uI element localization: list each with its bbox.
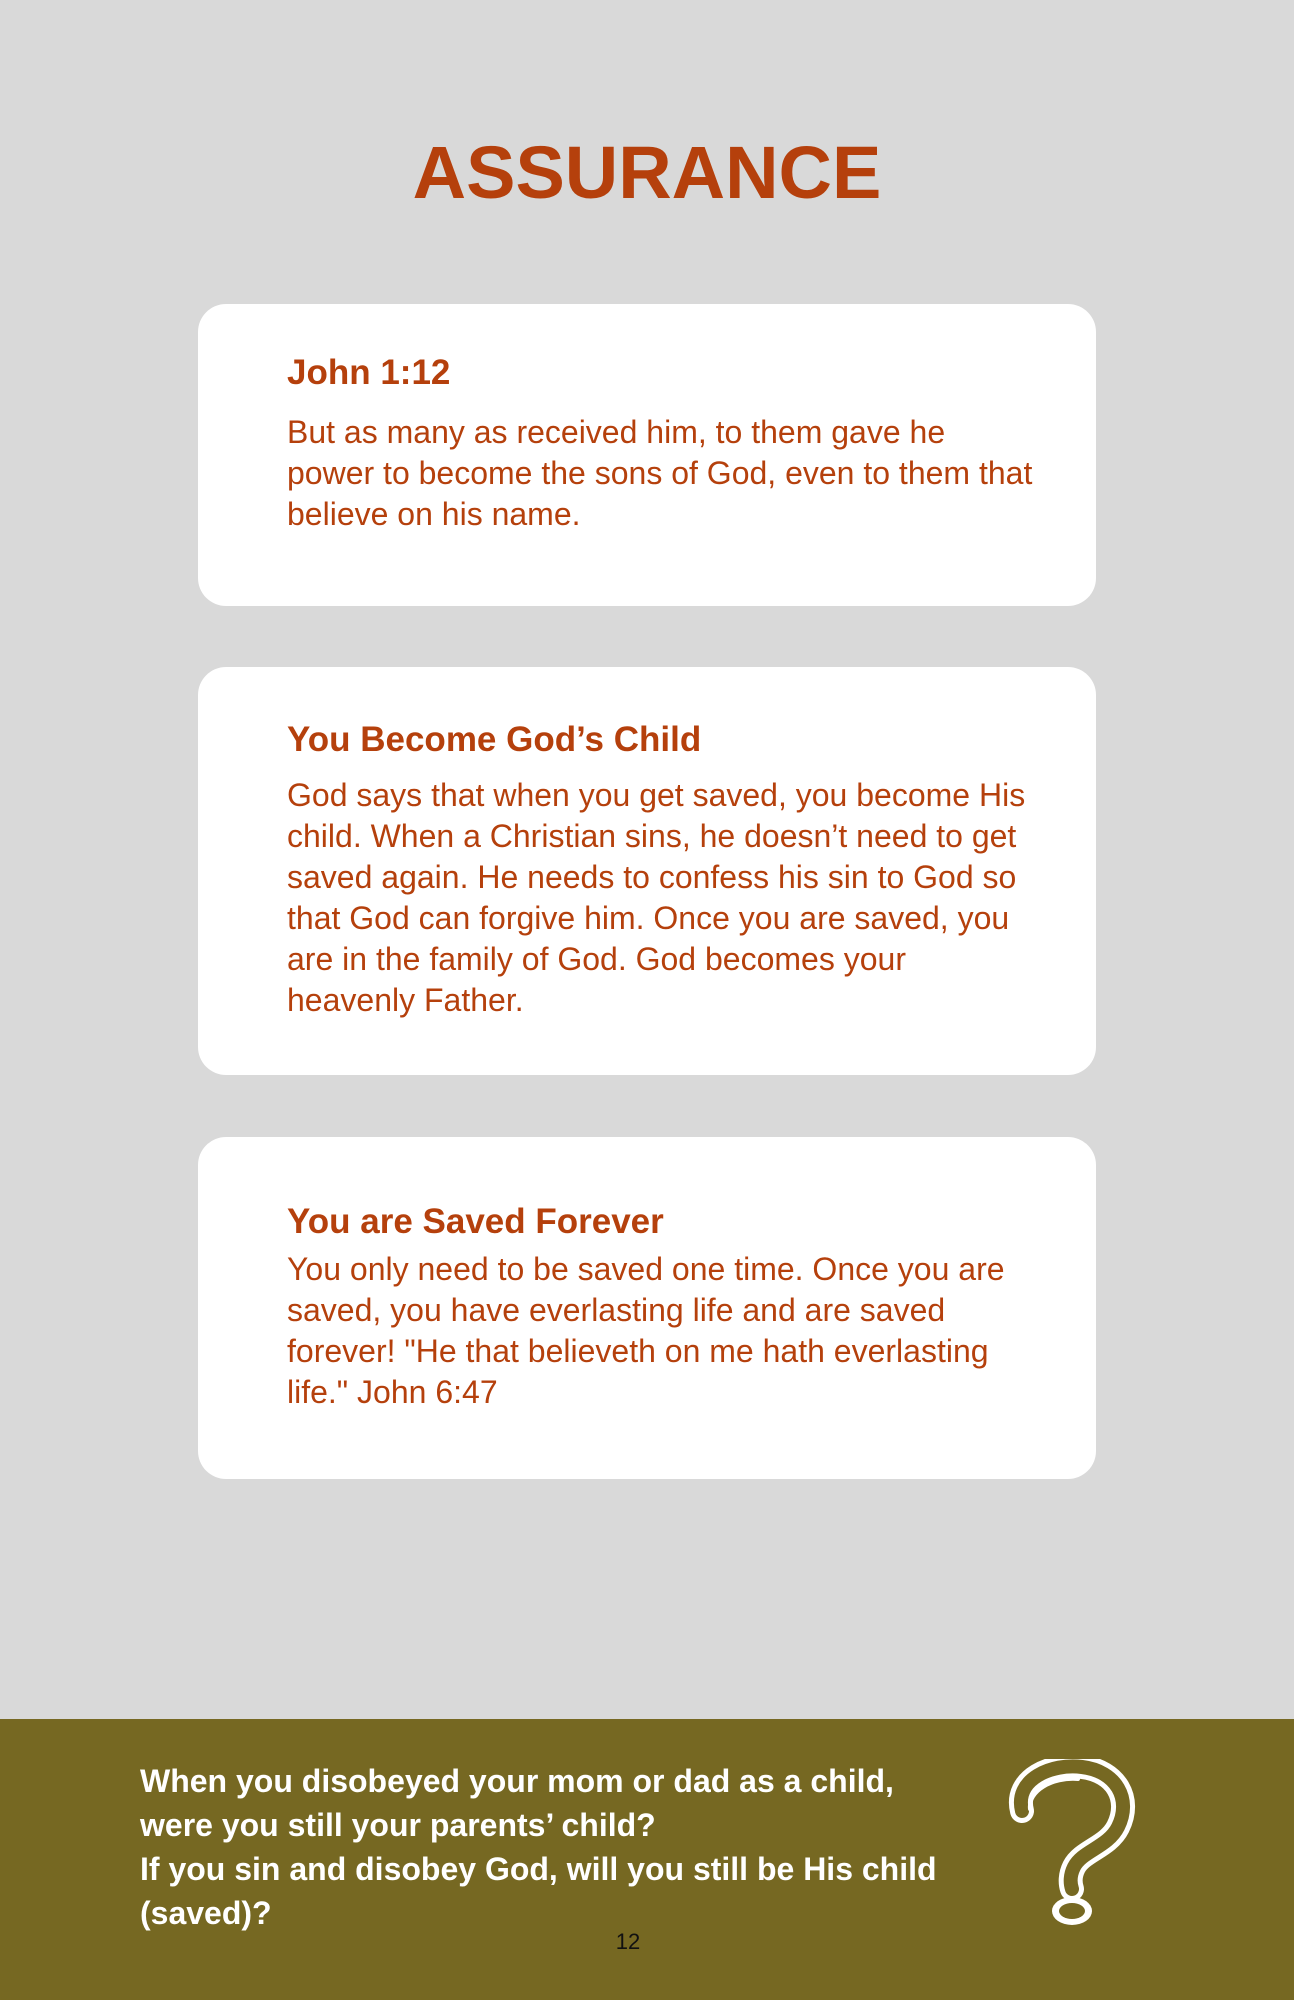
lesson-card-saved-forever <box>198 1137 1096 1479</box>
card-body: But as many as received him, to them gave he power to become the sons of God, even to them that believe on his name. <box>287 414 1033 532</box>
discussion-question-line: When you disobeyed your mom or dad as a child, were you still your parents’ child? <box>140 1763 894 1843</box>
card-body: God says that when you get saved, you become His child. When a Christian sins, he doesn’t need to get saved again. He needs to confess his sin to God so that God can forgive him. Once you are saved, you are in the family of God. God becomes your heavenly Father. <box>287 777 1026 1018</box>
card-heading: You Become God’s Child <box>287 720 702 759</box>
card-heading: John 1:12 <box>287 353 451 392</box>
page-number: 12 <box>615 1929 641 1954</box>
card-heading: You are Saved Forever <box>287 1202 664 1241</box>
question-mark-icon <box>1000 1759 1140 1929</box>
page-title: ASSURANCE <box>412 131 882 214</box>
discussion-question <box>140 1759 940 1935</box>
card-body: You only need to be saved one time. Once you are saved, you have everlasting life and are saved forever! "He that believeth on me hath everlasting life." John 6:47 <box>287 1251 1005 1410</box>
lesson-card-gods-child <box>198 667 1096 1075</box>
discussion-footer <box>0 1719 1294 2000</box>
scripture-card-john-1-12 <box>198 304 1096 606</box>
discussion-question-line: If you sin and disobey God, will you still be His child (saved)? <box>140 1851 937 1931</box>
